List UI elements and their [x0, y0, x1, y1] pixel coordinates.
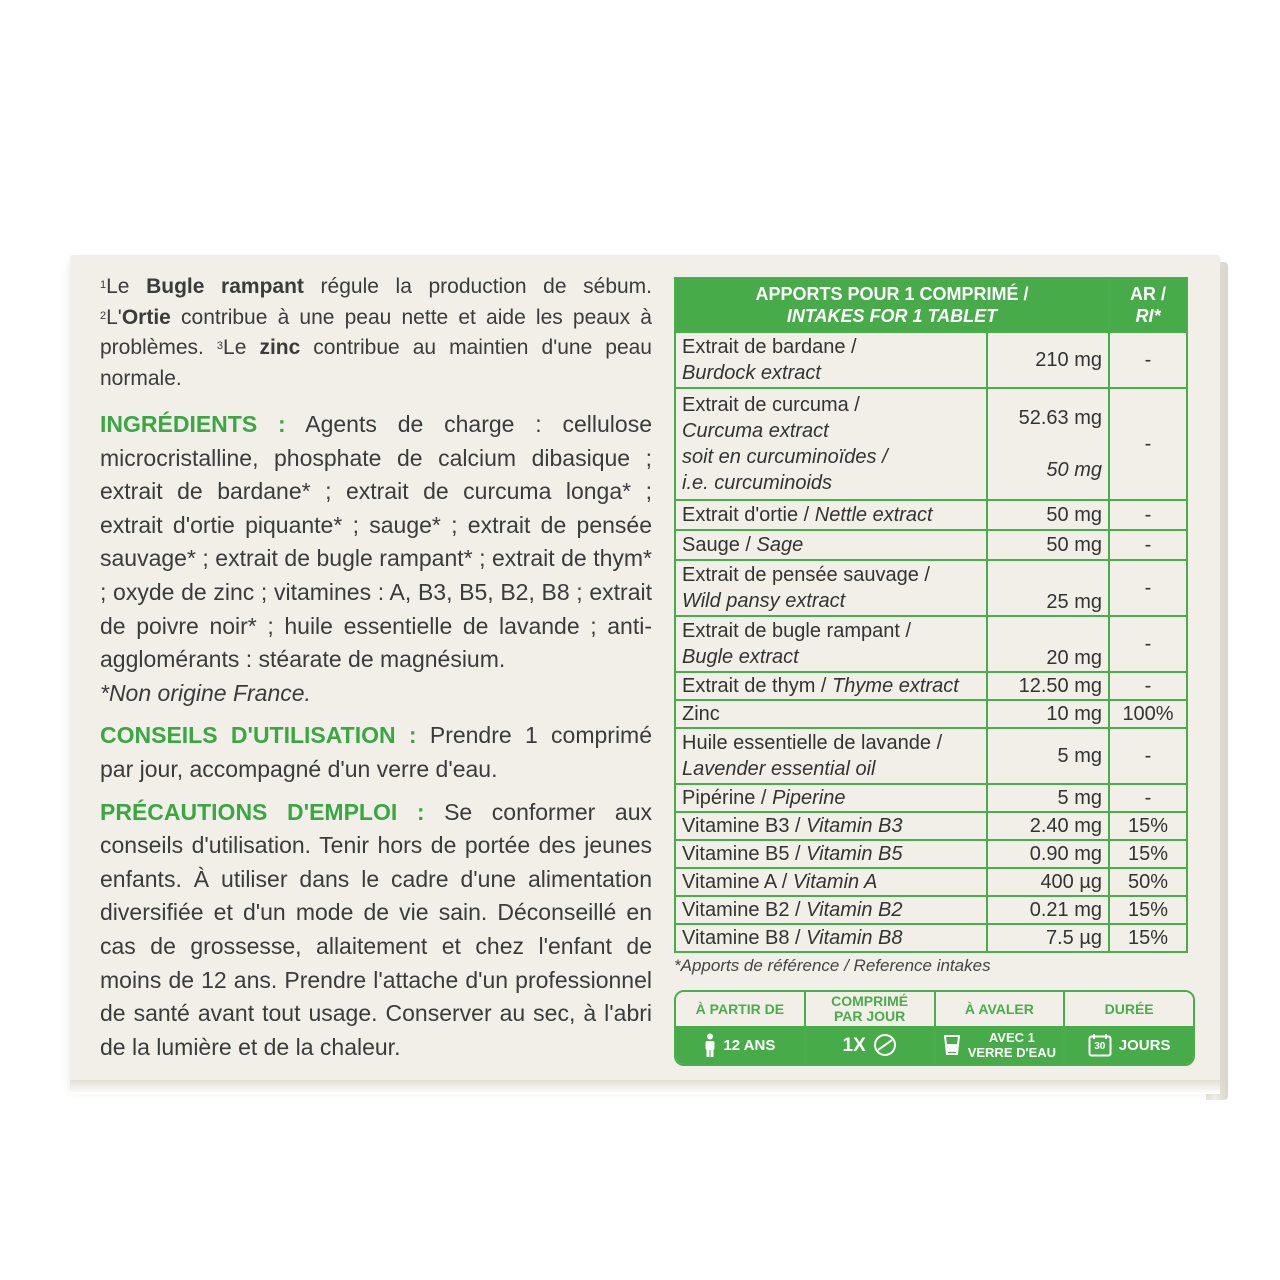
table-row: Vitamine B3 / Vitamin B3 2.40 mg 15% — [675, 812, 1187, 840]
ingredients-note: *Non origine France. — [100, 679, 311, 706]
precautions-paragraph — [100, 796, 652, 1065]
age-column: À PARTIR DE 12 ANS — [676, 992, 806, 1064]
table-row: Extrait de bardane / Burdock extract 210 mg - — [675, 332, 1187, 388]
swallow-column: À AVALER AVEC 1 VERRE D'EAU — [936, 992, 1066, 1064]
table-row: Huile essentielle de lavande / Lavender essential oil 5 mg - — [675, 728, 1187, 784]
table-row: Pipérine / Piperine 5 mg - — [675, 784, 1187, 812]
reference-intakes-note: *Apports de référence / Reference intakes — [674, 956, 991, 975]
box-bottom-edge — [70, 1080, 1220, 1094]
intake-header: APPORTS POUR 1 COMPRIMÉ / INTAKES FOR 1 TABLET — [675, 278, 1109, 332]
usage-advice-heading: CONSEILS D'UTILISATION : — [100, 722, 417, 749]
nutrition-table — [674, 277, 1188, 953]
usage-advice-text: Prendre 1 comprimé par jour, accompagné d'un verre d'eau. — [100, 722, 653, 782]
precautions-text: Se conformer aux conseils d'utilisation. Tenir hors de portée des jeunes enfants. À utiliser dans le cadre d'une alimentation diversifiée et d'un mode de vie sain. Déconseillé en cas de grossesse, allaitement et chez l'enfant de moins de 12 ans. Prendre l'attache d'un professionnel de santé avant tout usage. Conserver au sec, à l'abri de la lumière et de la chaleur. — [100, 798, 652, 1060]
table-row: Extrait de curcuma / Curcuma extract soit en curcuminoïdes / i.e. curcuminoids 52.63 mg 50 mg - — [675, 388, 1187, 500]
table-header-row — [675, 278, 1187, 332]
usage-info-bar — [674, 990, 1195, 1066]
benefits-paragraph: $^1$Le Bugle rampant régule la production de sébum. $^2$L'Ortie contribue à une peau nette et aide les peaux à problèmes. $^3$Le zinc contribue au maintien d'une peau normale. — [100, 275, 653, 390]
precautions-heading: PRÉCAUTIONS D'EMPLOI : — [100, 798, 425, 825]
table-row: Extrait d'ortie / Nettle extract 50 mg - — [675, 500, 1187, 530]
table-row: Extrait de thym / Thyme extract 12.50 mg - — [675, 672, 1187, 700]
tablet-icon — [873, 1033, 897, 1057]
glass-icon — [943, 1034, 961, 1056]
ingredients-text: Agents de charge : cellulose microcristalline, phosphate de calcium dibasique ; extrait de bardane* ; extrait de curcuma longa* ; extrait d'ortie piquante* ; sauge* ; extrait de pensée sauvage* ; extrait de bugle rampant* ; extrait de thym* ; oxyde de zinc ; vitamines : A, B3, B5, B2, B8 ; extrait de poivre noir* ; huile essentielle de lavande ; anti-agglomérants : stéarate de magnésium. — [100, 411, 652, 673]
table-row: Vitamine B5 / Vitamin B5 0.90 mg 15% — [675, 840, 1187, 868]
table-row: Extrait de pensée sauvage / Wild pansy extract 25 mg - — [675, 560, 1187, 616]
left-text-column — [100, 272, 652, 1073]
person-icon — [704, 1033, 716, 1057]
ri-header: AR / RI* — [1109, 278, 1187, 332]
table-row: Vitamine B2 / Vitamin B2 0.21 mg 15% — [675, 896, 1187, 924]
table-row: Zinc 10 mg 100% — [675, 700, 1187, 728]
table-row: Vitamine A / Vitamin A 400 µg 50% — [675, 868, 1187, 896]
nutrition-table-wrap — [674, 277, 1186, 976]
usage-advice-paragraph — [100, 719, 652, 786]
dose-column: COMPRIMÉ PAR JOUR 1X — [806, 992, 936, 1064]
table-row: Vitamine B8 / Vitamin B8 7.5 µg 15% — [675, 924, 1187, 952]
ingredients-heading: INGRÉDIENTS : — [100, 411, 286, 437]
ingredients-paragraph — [100, 408, 652, 710]
table-row: Extrait de bugle rampant / Bugle extract 20 mg - — [675, 616, 1187, 672]
table-row: Sauge / Sage 50 mg - — [675, 530, 1187, 560]
duration-column: DURÉE 30 JOURS — [1065, 992, 1193, 1064]
calendar-icon: 30 — [1088, 1033, 1112, 1057]
